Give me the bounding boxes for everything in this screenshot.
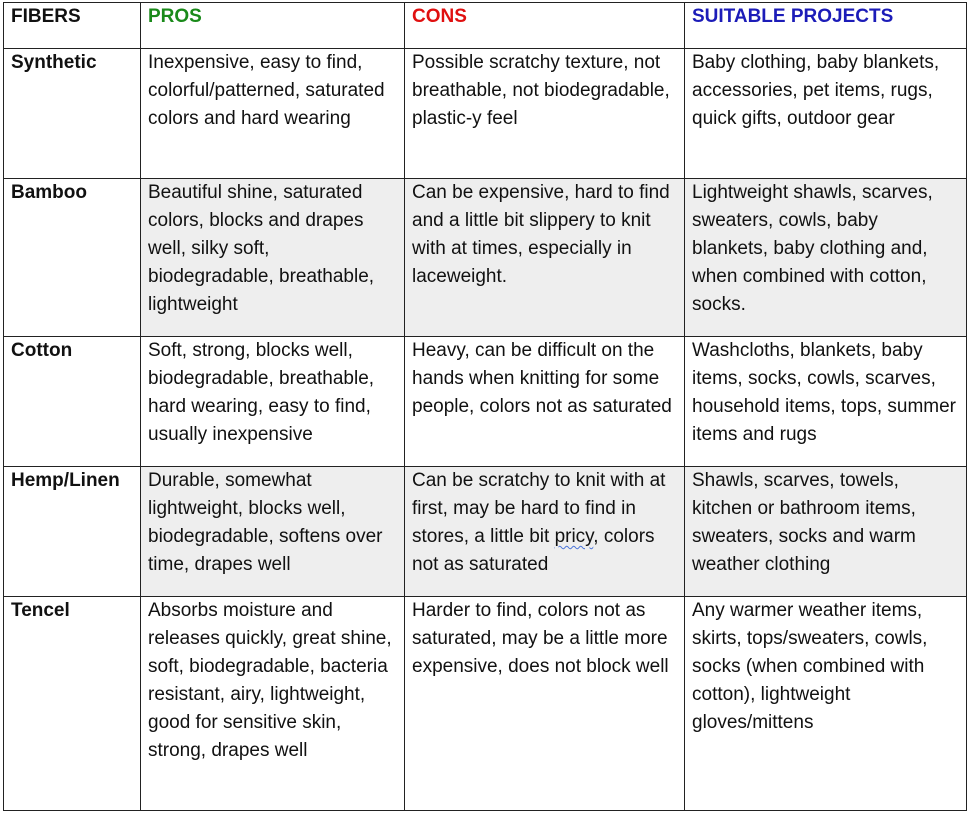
fiber-name: Bamboo xyxy=(4,179,141,337)
header-row xyxy=(4,3,967,49)
pros-cell: Beautiful shine, saturated colors, blocks and drapes well, silky soft, biodegradable, breathable, lightweight xyxy=(141,179,405,337)
pros-cell: Durable, somewhat lightweight, blocks well, biodegradable, softens over time, drapes well xyxy=(141,467,405,597)
pros-cell: Inexpensive, easy to find, colorful/patterned, saturated colors and hard wearing xyxy=(141,49,405,179)
fiber-comparison-table xyxy=(3,2,967,811)
spellcheck-flagged-word: pricy xyxy=(554,526,594,547)
projects-cell: Shawls, scarves, towels, kitchen or bathroom items, sweaters, socks and warm weather clothing xyxy=(685,467,967,597)
table-row xyxy=(4,597,967,811)
projects-cell: Any warmer weather items, skirts, tops/sweaters, cowls, socks (when combined with cotton), lightweight gloves/mittens xyxy=(685,597,967,811)
pros-cell: Absorbs moisture and releases quickly, great shine, soft, biodegradable, bacteria resistant, airy, lightweight, good for sensitive skin, strong, drapes well xyxy=(141,597,405,811)
header-fibers: FIBERS xyxy=(4,3,141,49)
cons-cell: Possible scratchy texture, not breathable, not biodegradable, plastic-y feel xyxy=(405,49,685,179)
projects-cell: Washcloths, blankets, baby items, socks, cowls, scarves, household items, tops, summer items and rugs xyxy=(685,337,967,467)
table-row xyxy=(4,467,967,597)
projects-cell: Lightweight shawls, scarves, sweaters, cowls, baby blankets, baby clothing and, when combined with cotton, socks. xyxy=(685,179,967,337)
pros-cell: Soft, strong, blocks well, biodegradable, breathable, hard wearing, easy to find, usually inexpensive xyxy=(141,337,405,467)
cons-cell xyxy=(405,467,685,597)
cons-text: , colors not as saturated xyxy=(412,526,655,575)
fiber-name: Tencel xyxy=(4,597,141,811)
header-pros: PROS xyxy=(141,3,405,49)
cons-text: Can be scratchy to knit with at first, may be hard to find in stores, a little bit xyxy=(412,470,666,547)
fiber-name: Cotton xyxy=(4,337,141,467)
table-row xyxy=(4,337,967,467)
fiber-name: Synthetic xyxy=(4,49,141,179)
projects-cell: Baby clothing, baby blankets, accessories, pet items, rugs, quick gifts, outdoor gear xyxy=(685,49,967,179)
cons-cell: Heavy, can be difficult on the hands when knitting for some people, colors not as saturated xyxy=(405,337,685,467)
cons-cell: Can be expensive, hard to find and a little bit slippery to knit with at times, especially in laceweight. xyxy=(405,179,685,337)
header-projects: SUITABLE PROJECTS xyxy=(685,3,967,49)
cons-cell: Harder to find, colors not as saturated, may be a little more expensive, does not block well xyxy=(405,597,685,811)
header-cons: CONS xyxy=(405,3,685,49)
fiber-name: Hemp/Linen xyxy=(4,467,141,597)
table-row xyxy=(4,179,967,337)
table-row xyxy=(4,49,967,179)
